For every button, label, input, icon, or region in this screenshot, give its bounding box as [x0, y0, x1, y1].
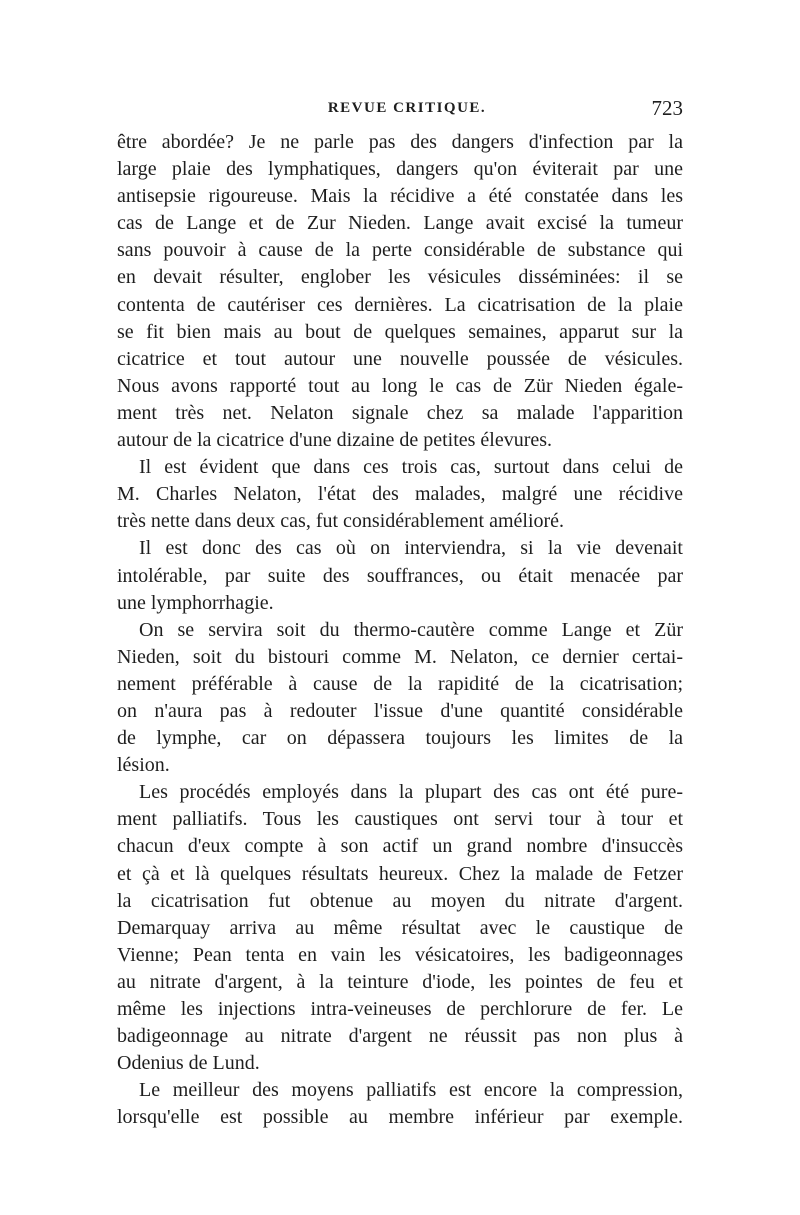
- text-line: On se servira soit du thermo-cautère comme Lange et Zür: [139, 618, 683, 641]
- text-line: sans pouvoir à cause de la perte considérable de substance qui: [117, 239, 683, 262]
- text-line: Il est donc des cas où on interviendra, si la vie devenait: [139, 537, 683, 560]
- text-line: en devait résulter, englober les vésicules disséminées: il se: [117, 266, 683, 289]
- text-line: être abordée? Je ne parle pas des dangers d'infection par la: [117, 131, 683, 153]
- text-line: au nitrate d'argent, à la teinture d'iode, les pointes de feu et: [117, 970, 683, 993]
- text-line: même les injections intra-veineuses de perchlorure de fer. Le: [117, 998, 683, 1020]
- text-line: intolérable, par suite des souffrances, ou était menacée par: [117, 564, 683, 587]
- text-line: très nette dans deux cas, fut considérablement amélioré.: [117, 510, 565, 533]
- text-line: cicatrice et tout autour une nouvelle poussée de vésicules.: [117, 347, 683, 370]
- page-header: [117, 96, 683, 126]
- text-line: antisepsie rigoureuse. Mais la récidive a été constatée dans les: [117, 185, 683, 208]
- text-line: badigeonnage au nitrate d'argent ne réussit pas non plus à: [117, 1025, 683, 1048]
- text-line: contenta de cautériser ces dernières. La cicatrisation de la plaie: [117, 293, 683, 316]
- text-line: Demarquay arriva au même résultat avec le caustique de: [117, 916, 683, 939]
- text-line: lésion.: [117, 754, 170, 777]
- page-number: 723: [651, 96, 683, 120]
- text-line: ment très net. Nelaton signale chez sa malade l'apparition: [117, 401, 683, 424]
- text-line: Le meilleur des moyens palliatifs est encore la compression,: [139, 1079, 683, 1102]
- text-line: autour de la cicatrice d'une dizaine de petites élevures.: [117, 429, 553, 452]
- text-line: se fit bien mais au bout de quelques semaines, apparut sur la: [117, 320, 683, 343]
- text-line: lorsqu'elle est possible au membre inférieur par exemple.: [117, 1106, 683, 1129]
- text-line: de lymphe, car on dépassera toujours les limites de la: [117, 727, 683, 750]
- text-line: et çà et là quelques résultats heureux. Chez la malade de Fetzer: [117, 862, 683, 885]
- text-line: large plaie des lymphatiques, dangers qu'on éviterait par une: [117, 158, 683, 181]
- text-line: on n'aura pas à redouter l'issue d'une quantité considérable: [117, 699, 683, 722]
- text-line: Il est évident que dans ces trois cas, surtout dans celui de: [139, 456, 683, 479]
- text-line: Nous avons rapporté tout au long le cas de Zür Nieden égale-: [117, 374, 683, 397]
- text-line: Les procédés employés dans la plupart des cas ont été pure-: [139, 781, 683, 804]
- text-line: cas de Lange et de Zur Nieden. Lange avait excisé la tumeur: [117, 212, 683, 235]
- text-line: une lymphorrhagie.: [117, 591, 274, 614]
- body-text: [117, 129, 683, 1131]
- text-line: chacun d'eux compte à son actif un grand nombre d'insuccès: [117, 835, 683, 858]
- text-line: la cicatrisation fut obtenue au moyen du nitrate d'argent.: [117, 889, 683, 912]
- text-line: Nieden, soit du bistouri comme M. Nelaton, ce dernier certai-: [117, 645, 683, 668]
- text-line: M. Charles Nelaton, l'état des malades, malgré une récidive: [117, 483, 683, 506]
- text-line: nement préférable à cause de la rapidité de la cicatrisation;: [117, 672, 683, 695]
- text-line: ment palliatifs. Tous les caustiques ont servi tour à tour et: [117, 808, 683, 831]
- text-line: Odenius de Lund.: [117, 1052, 260, 1075]
- running-title: REVUE CRITIQUE.: [327, 100, 487, 116]
- text-line: Vienne; Pean tenta en vain les vésicatoires, les badigeonnages: [117, 943, 683, 966]
